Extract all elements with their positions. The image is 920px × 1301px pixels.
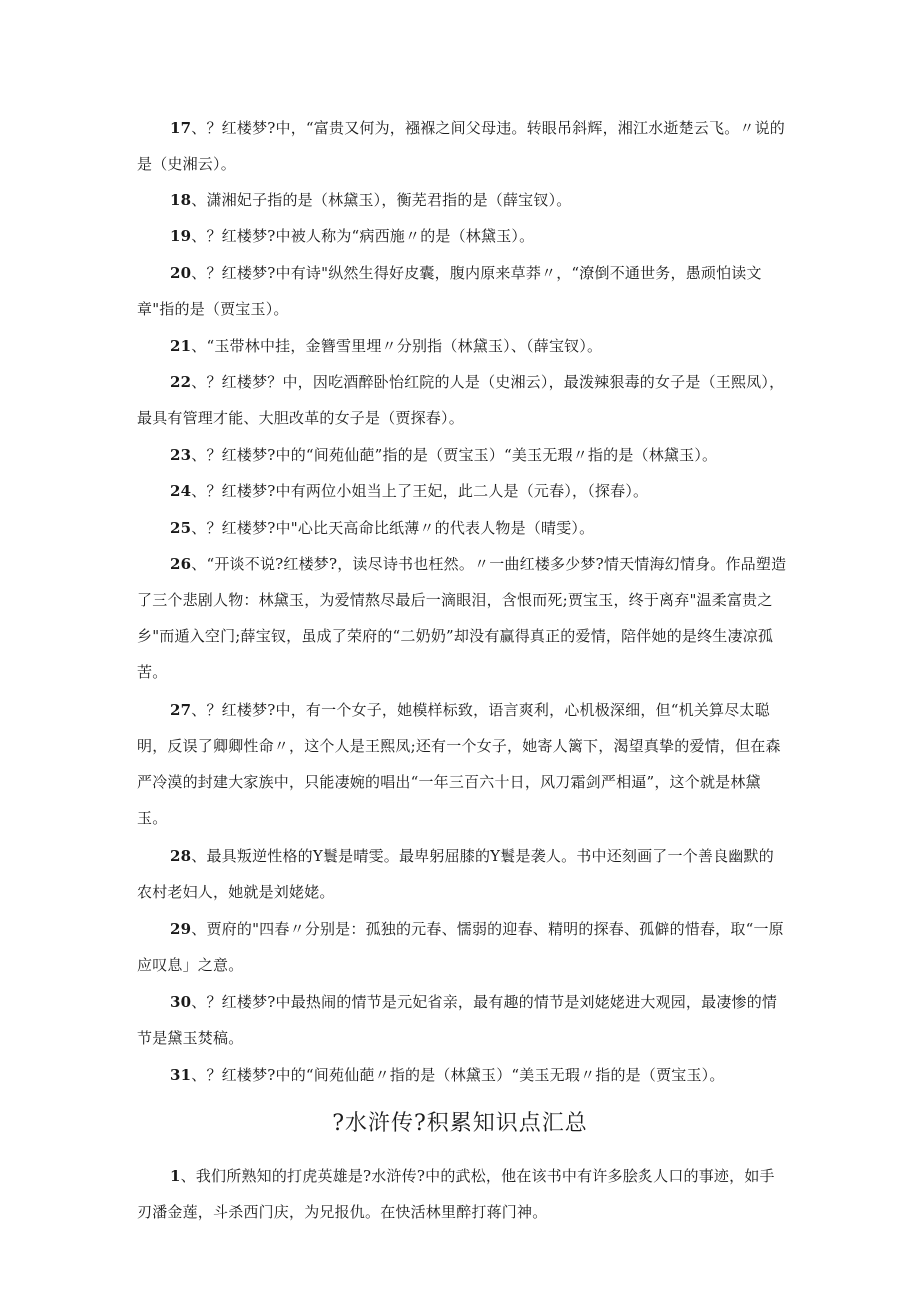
item-text: 、？红楼梦?中被人称为“病西施〃的是（林黛玉）。 (191, 227, 535, 245)
item-text: 、我们所熟知的打虎英雄是?水浒传?中的武松，他在该书中有许多脍炙人口的事迹，如手刃潘金莲，斗杀西门庆，为兄报仇。在快活林里醉打蒋门神。 (137, 1167, 775, 1221)
item-text: 、？红楼梦?中，有一个女子，她模样标致，语言爽利，心机极深细，但“机关算尽太聪明，反误了卿卿性命〃，这个人是王熙凤;还有一个女子，她寄人篱下，渴望真挚的爱情，但在森严冷漠的封建大家族中，只能凄婉的唱出“一年三百六十日，风刀霜剑严相逼”，这个就是林黛玉。 (137, 701, 781, 827)
section-heading: ?水浒传?积累知识点汇总 (332, 1111, 588, 1136)
item-26 (137, 546, 787, 690)
item-30 (137, 984, 787, 1056)
item-text: 、？红楼梦?中有两位小姐当上了王妃，此二人是（元春），（探春）。 (191, 482, 649, 500)
item-text: 、潇湘妃子指的是（林黛玉），衡芜君指的是（薛宝钗）。 (191, 191, 572, 209)
item-text: 、？红楼梦？中，因吃酒醉卧怡红院的人是（史湘云），最泼辣狠毒的女子是（王熙凤），最具有管理才能、大胆改革的女子是（贾探春）。 (137, 373, 785, 427)
item-text: 、“玉带林中挂，金簪雪里埋〃分别指（林黛玉）、（薛宝钗）。 (191, 337, 603, 355)
item-25 (137, 510, 787, 546)
item-number: 18 (170, 191, 192, 209)
item-29 (137, 911, 787, 983)
item-text: 、？红楼梦?中的“间苑仙葩”指的是（贾宝玉）“美玉无瑕〃指的是（林黛玉）。 (191, 446, 718, 464)
item-number: 25 (170, 519, 192, 537)
item-23 (137, 437, 787, 473)
item-number: 17 (170, 119, 192, 137)
item-number: 27 (170, 701, 192, 719)
item-text: 、？红楼梦?中最热闹的情节是元妃省亲，最有趣的情节是刘姥姥进大观园，最凄惨的情节是黛玉焚稿。 (137, 993, 778, 1047)
item-number: 20 (170, 264, 192, 282)
item-27 (137, 692, 787, 836)
item-20 (137, 255, 787, 327)
item-24 (137, 473, 787, 509)
item-text: 、“开谈不说?红楼梦?，读尽诗书也枉然。〃一曲红楼多少梦?情天情海幻情身。作品塑造了三个悲剧人物：林黛玉，为爱情熬尽最后一滴眼泪，含恨而死;贾宝玉，终于离弃"温柔富贵之乡"而遁入空门;薛宝钗，虽成了荣府的“二奶奶”却没有赢得真正的爱情，陪伴她的是终生凄凉孤苦。 (137, 555, 787, 681)
item-text: 、？红楼梦?中，“富贵又何为，襁褓之间父母违。转眼吊斜辉，湘江水逝楚云飞。〃说的是（史湘云）。 (137, 119, 785, 173)
item-28 (137, 838, 787, 910)
item-22 (137, 364, 787, 436)
item-text: 、？红楼梦?中有诗"纵然生得好皮囊，腹内原来草莽〃，“潦倒不通世务，愚顽怕读文章"指的是（贾宝玉）。 (137, 264, 762, 318)
item-19 (137, 218, 787, 254)
item-number: 1 (170, 1167, 181, 1185)
item-text: 、？红楼梦?中"心比天高命比纸薄〃的代表人物是（晴雯）。 (191, 519, 595, 537)
item-text: 、？红楼梦?中的“间苑仙葩〃指的是（林黛玉）“美玉无瑕〃指的是（贾宝玉）。 (191, 1066, 725, 1084)
item-number: 19 (170, 227, 192, 245)
shuihu-item-1 (137, 1158, 787, 1230)
item-17 (137, 110, 787, 182)
item-31 (137, 1057, 787, 1093)
item-number: 26 (170, 555, 192, 573)
item-21 (137, 328, 787, 364)
item-number: 24 (170, 482, 192, 500)
item-number: 21 (170, 337, 192, 355)
item-number: 30 (170, 993, 192, 1011)
item-number: 28 (170, 847, 192, 865)
item-number: 23 (170, 446, 192, 464)
item-number: 29 (170, 920, 192, 938)
item-number: 22 (170, 373, 192, 391)
item-text: 、最具叛逆性格的Y鬟是晴雯。最卑躬屈膝的Y鬟是袭人。书中还刻画了一个善良幽默的农村老妇人，她就是刘姥姥。 (137, 847, 774, 901)
item-18 (137, 182, 787, 218)
item-number: 31 (170, 1066, 192, 1084)
item-text: 、贾府的"四春〃分别是：孤独的元春、懦弱的迎春、精明的探春、孤僻的惜春，取“一原应叹息」之意。 (137, 920, 784, 974)
